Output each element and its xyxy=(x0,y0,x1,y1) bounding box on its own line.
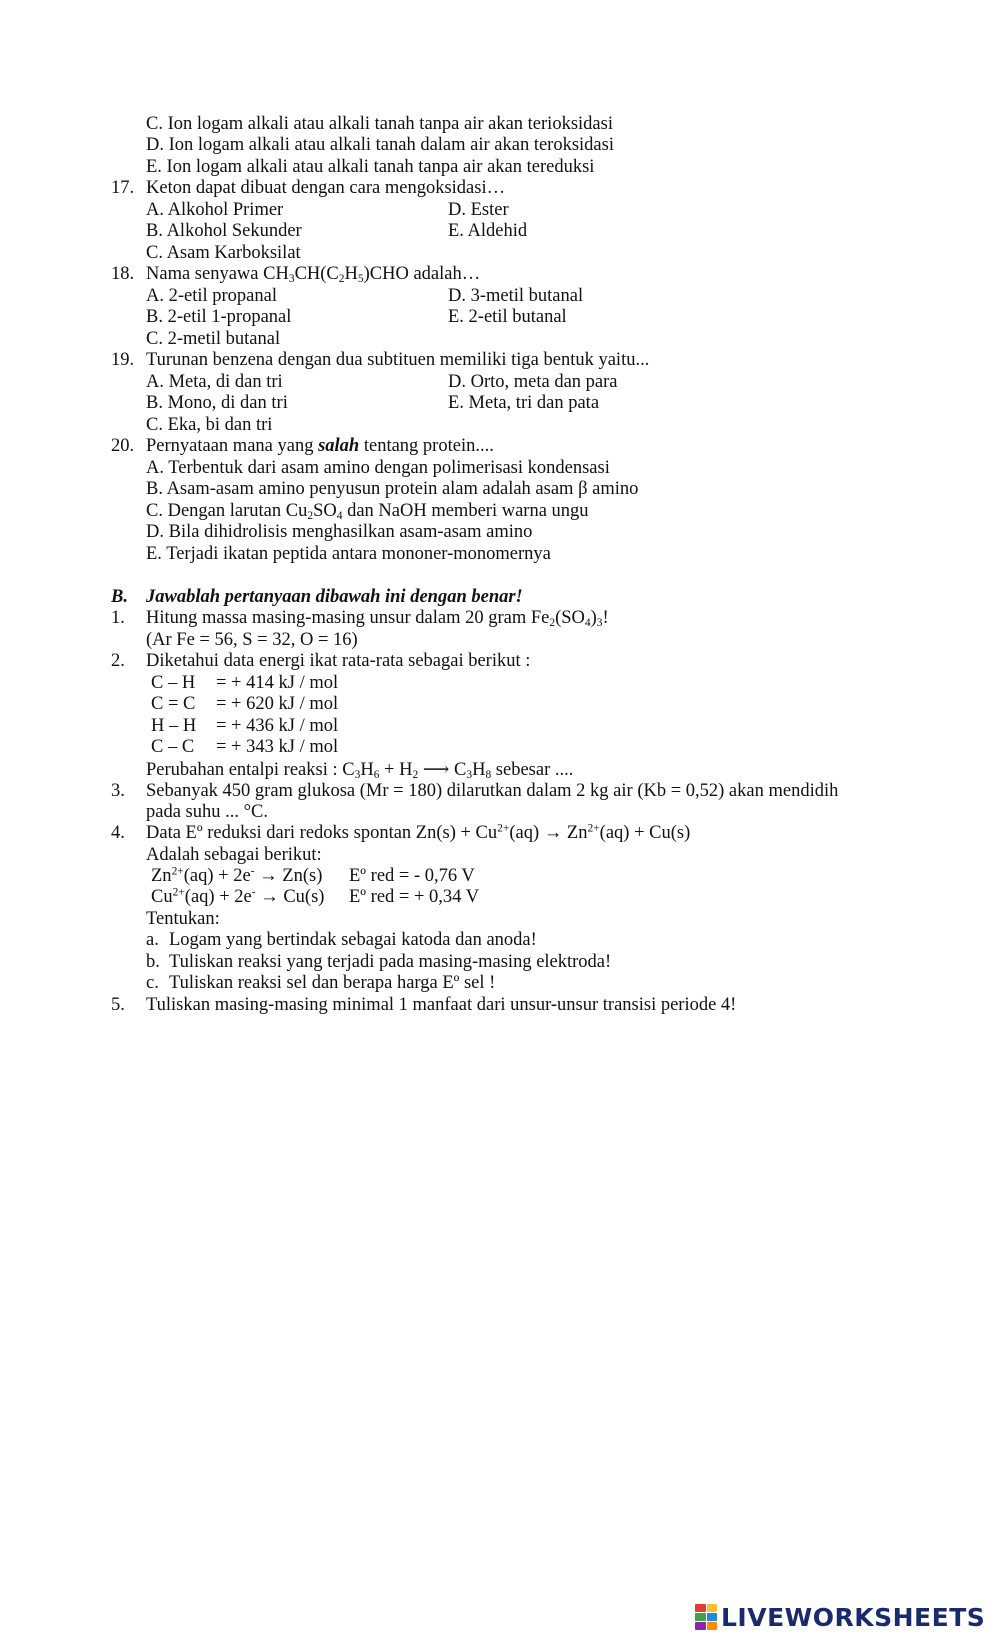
q20-option-d: D. Bila dihidrolisis menghasilkan asam-asam amino xyxy=(146,522,533,542)
bond-energy: = + 620 kJ / mol xyxy=(216,694,339,714)
q19-option-d: D. Orto, meta dan para xyxy=(448,372,618,392)
essay4-line2: Adalah sebagai berikut: xyxy=(146,845,322,865)
essay5-number: 5. xyxy=(111,995,125,1015)
bond-label: C – H xyxy=(151,673,196,693)
essay4-line1: Data Eº reduksi dari redoks spontan $Zn(s) + Cu^{2+}(aq) \to Zn^{2+}(aq) + Cu(s)$ xyxy=(146,822,691,843)
essay4-sub-c: Tuliskan reaksi sel dan berapa harga Eº sel ! xyxy=(169,973,496,993)
q18-option-e: E. 2-etil butanal xyxy=(448,307,567,327)
essay5-question: Tuliskan masing-masing minimal 1 manfaat dari unsur-unsur transisi periode 4! xyxy=(146,995,737,1015)
q20-question: Pernyataan mana yang salah tentang protein.... xyxy=(146,436,494,456)
bond-energy: = + 436 kJ / mol xyxy=(216,716,339,736)
q16-option-d: D. Ion logam alkali atau alkali tanah dalam air akan teroksidasi xyxy=(146,135,614,155)
essay3-number: 3. xyxy=(111,781,125,801)
q20-option-a: A. Terbentuk dari asam amino dengan polimerisasi kondensasi xyxy=(146,458,610,478)
essay4-number: 4. xyxy=(111,823,125,843)
essay1-atomic-masses: (Ar Fe = 56, S = 32, O = 16) xyxy=(146,630,358,650)
essay4-tentukan: Tentukan: xyxy=(146,909,220,929)
essay3-line2: pada suhu ... °C. xyxy=(146,802,268,822)
section-b-title: Jawablah pertanyaan dibawah ini dengan benar! xyxy=(146,587,523,607)
bond-energy: = + 414 kJ / mol xyxy=(216,673,339,693)
half-reaction-cu: $Cu^{2+}(aq) + 2e^- \to Cu(s)$ xyxy=(151,886,325,907)
q20-option-b: B. Asam-asam amino penyusun protein alam adalah asam β amino xyxy=(146,479,639,499)
logo-text: LIVEWORKSHEETS xyxy=(721,1602,986,1632)
q19-question: Turunan benzena dengan dua subtituen memiliki tiga bentuk yaitu... xyxy=(146,350,650,370)
q17-number: 17. xyxy=(111,178,135,198)
essay4-sub-b-label: b. xyxy=(146,952,160,972)
section-b-label: B. xyxy=(111,587,128,607)
q19-number: 19. xyxy=(111,350,135,370)
q20-emphasis: salah xyxy=(318,436,360,456)
q18-question: Nama senyawa $CH_3CH(C_2H_5)CHO$ adalah… xyxy=(146,264,481,285)
q17-question: Keton dapat dibuat dengan cara mengoksidasi… xyxy=(146,178,506,198)
q17-option-b: B. Alkohol Sekunder xyxy=(146,221,302,241)
q16-option-e: E. Ion logam alkali atau alkali tanah tanpa air akan tereduksi xyxy=(146,157,595,177)
q17-option-d: D. Ester xyxy=(448,200,509,220)
bond-label: H – H xyxy=(151,716,197,736)
q17-option-e: E. Aldehid xyxy=(448,221,528,241)
essay1-question: Hitung massa masing-masing unsur dalam 20 gram $Fe_2(SO_4)_3$! xyxy=(146,608,609,629)
q19-option-a: A. Meta, di dan tri xyxy=(146,372,283,392)
bond-energy: = + 343 kJ / mol xyxy=(216,737,339,757)
liveworksheets-logo xyxy=(695,1603,985,1631)
essay2-intro: Diketahui data energi ikat rata-rata sebagai berikut : xyxy=(146,651,531,671)
q18-option-d: D. 3-metil butanal xyxy=(448,286,584,306)
half-reaction-zn: $Zn^{2+}(aq) + 2e^- \to Zn(s)$ xyxy=(151,865,323,886)
half-reaction-zn-potential: Eº red = - 0,76 V xyxy=(349,866,475,886)
q18-option-a: A. 2-etil propanal xyxy=(146,286,277,306)
bond-label: C = C xyxy=(151,694,196,714)
q17-option-c: C. Asam Karboksilat xyxy=(146,243,301,263)
bond-label: C – C xyxy=(151,737,195,757)
q19-option-c: C. Eka, bi dan tri xyxy=(146,415,273,435)
essay4-sub-c-label: c. xyxy=(146,973,159,993)
q19-option-b: B. Mono, di dan tri xyxy=(146,393,288,413)
q16-option-c: C. Ion logam alkali atau alkali tanah tanpa air akan terioksidasi xyxy=(146,114,613,134)
essay3-line1: Sebanyak 450 gram glukosa (Mr = 180) dilarutkan dalam 2 kg air (Kb = 0,52) akan mendidih xyxy=(146,781,839,801)
q18-number: 18. xyxy=(111,264,135,284)
essay4-sub-a-label: a. xyxy=(146,930,159,950)
q20-option-c: C. Dengan larutan $Cu_2SO_4$ dan NaOH memberi warna ungu xyxy=(146,501,589,522)
q20-option-e: E. Terjadi ikatan peptida antara mononer-monomernya xyxy=(146,544,551,564)
essay2-reaction: Perubahan entalpi reaksi : $C_3H_6 + H_2$ ⟶ $C_3H_8$ sebesar .... xyxy=(146,760,574,781)
essay4-sub-a: Logam yang bertindak sebagai katoda dan anoda! xyxy=(169,930,537,950)
q17-option-a: A. Alkohol Primer xyxy=(146,200,284,220)
q20-number: 20. xyxy=(111,436,135,456)
essay4-sub-b: Tuliskan reaksi yang terjadi pada masing-masing elektroda! xyxy=(169,952,612,972)
essay2-number: 2. xyxy=(111,651,125,671)
q18-option-b: B. 2-etil 1-propanal xyxy=(146,307,292,327)
half-reaction-cu-potential: Eº red = + 0,34 V xyxy=(349,887,480,907)
q19-option-e: E. Meta, tri dan pata xyxy=(448,393,600,413)
essay1-number: 1. xyxy=(111,608,125,628)
logo-blocks-icon xyxy=(695,1604,717,1630)
q18-option-c: C. 2-metil butanal xyxy=(146,329,281,349)
